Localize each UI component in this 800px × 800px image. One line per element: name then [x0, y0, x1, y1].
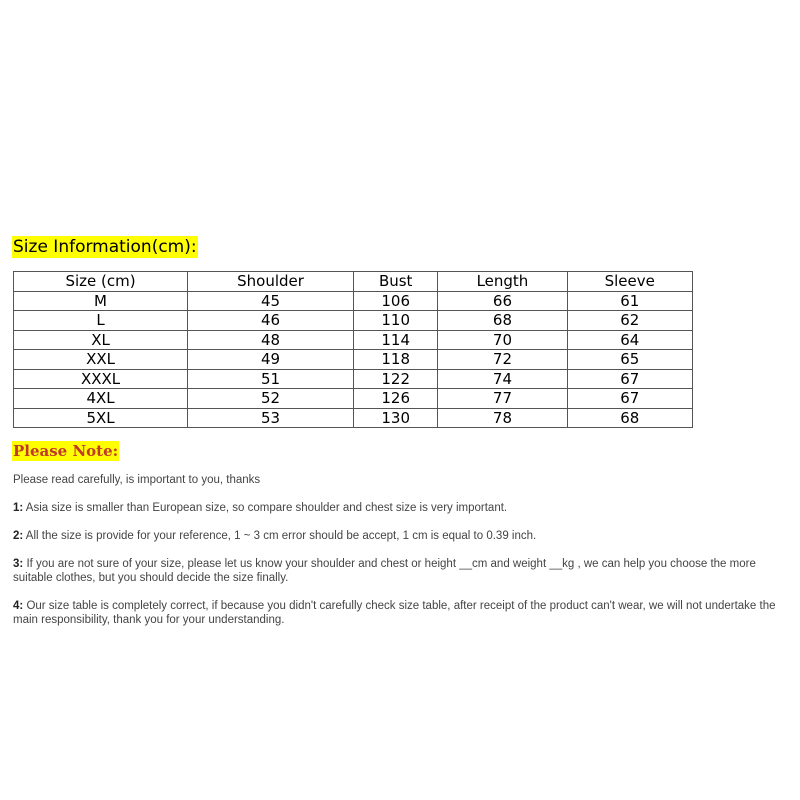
cell-shoulder: 48 — [188, 330, 354, 350]
cell-size: 4XL — [14, 389, 188, 409]
cell-sleeve: 65 — [567, 350, 693, 370]
header-sleeve: Sleeve — [567, 272, 693, 292]
size-information-heading: Size Information(cm): — [13, 237, 197, 257]
note-intro: Please read carefully, is important to you, thanks — [13, 474, 261, 486]
note-number: 1: — [13, 502, 24, 514]
note-text: Our size table is completely correct, if because you didn't carefully check size table, after receipt of the product can't wear, we will not undertake the main responsibility, thank you for your understanding. — [13, 600, 776, 626]
cell-size: XXL — [14, 350, 188, 370]
note-number: 4: — [13, 600, 24, 612]
table-row — [14, 291, 693, 311]
note-item-3 — [13, 557, 798, 585]
table-row — [14, 350, 693, 370]
header-bust: Bust — [353, 272, 437, 292]
cell-bust: 118 — [353, 350, 437, 370]
cell-bust: 110 — [353, 311, 437, 331]
cell-length: 70 — [438, 330, 567, 350]
table-row — [14, 311, 693, 331]
cell-size: L — [14, 311, 188, 331]
note-item-2 — [13, 529, 798, 543]
header-length: Length — [438, 272, 567, 292]
size-table — [13, 271, 693, 428]
table-row — [14, 330, 693, 350]
cell-size: 5XL — [14, 408, 188, 428]
cell-bust: 126 — [353, 389, 437, 409]
cell-sleeve: 61 — [567, 291, 693, 311]
cell-length: 72 — [438, 350, 567, 370]
cell-bust: 106 — [353, 291, 437, 311]
note-item-4 — [13, 599, 798, 627]
cell-sleeve: 67 — [567, 369, 693, 389]
table-row — [14, 389, 693, 409]
cell-size: XL — [14, 330, 188, 350]
please-note-heading: Please Note: — [13, 442, 119, 460]
cell-sleeve: 68 — [567, 408, 693, 428]
cell-bust: 122 — [353, 369, 437, 389]
header-size: Size (cm) — [14, 272, 188, 292]
note-text: Asia size is smaller than European size, so compare shoulder and chest size is very important. — [25, 502, 508, 514]
note-text: All the size is provide for your reference, 1 ~ 3 cm error should be accept, 1 cm is equal to 0.39 inch. — [25, 530, 537, 542]
cell-shoulder: 45 — [188, 291, 354, 311]
cell-size: M — [14, 291, 188, 311]
cell-bust: 130 — [353, 408, 437, 428]
note-text: If you are not sure of your size, please let us know your shoulder and chest or height __cm and weight __kg , we can help you choose the more suitable clothes, but you should decide the size finally. — [13, 558, 756, 584]
cell-bust: 114 — [353, 330, 437, 350]
cell-shoulder: 49 — [188, 350, 354, 370]
cell-sleeve: 62 — [567, 311, 693, 331]
note-number: 3: — [13, 558, 24, 570]
cell-sleeve: 67 — [567, 389, 693, 409]
cell-shoulder: 46 — [188, 311, 354, 331]
header-shoulder: Shoulder — [188, 272, 354, 292]
cell-length: 66 — [438, 291, 567, 311]
cell-length: 78 — [438, 408, 567, 428]
table-row — [14, 408, 693, 428]
note-item-1 — [13, 501, 798, 515]
cell-shoulder: 52 — [188, 389, 354, 409]
cell-length: 77 — [438, 389, 567, 409]
note-number: 2: — [13, 530, 24, 542]
cell-shoulder: 51 — [188, 369, 354, 389]
cell-length: 68 — [438, 311, 567, 331]
table-header-row — [14, 272, 693, 292]
cell-sleeve: 64 — [567, 330, 693, 350]
cell-length: 74 — [438, 369, 567, 389]
cell-size: XXXL — [14, 369, 188, 389]
cell-shoulder: 53 — [188, 408, 354, 428]
table-row — [14, 369, 693, 389]
